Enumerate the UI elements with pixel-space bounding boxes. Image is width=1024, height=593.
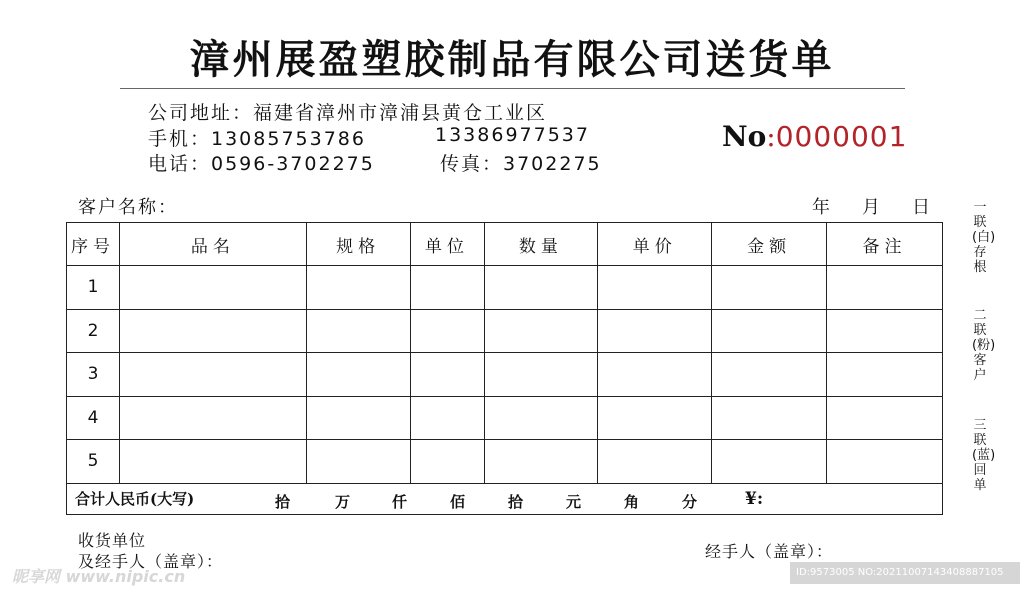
delivery-table xyxy=(66,222,943,515)
unit-shi-2: 拾 xyxy=(508,493,524,511)
unit-yuan: 元 xyxy=(566,493,582,511)
cell-price[interactable] xyxy=(598,266,712,310)
cell-unit[interactable] xyxy=(410,440,484,484)
document-number-value: 0000001 xyxy=(775,120,908,153)
cell-remarks[interactable] xyxy=(827,440,943,484)
header-index: 序号 xyxy=(67,223,120,266)
header-amount: 金额 xyxy=(712,223,827,266)
cell-unit[interactable] xyxy=(410,266,484,310)
unit-shi: 拾 xyxy=(275,493,291,511)
table-header-row xyxy=(67,223,943,266)
cell-product[interactable] xyxy=(119,353,306,397)
row-index: 2 xyxy=(67,309,120,353)
date-day: 日 xyxy=(912,197,930,218)
table-row xyxy=(67,309,943,353)
document-title: 漳州展盈塑胶制品有限公司送货单 xyxy=(189,36,835,83)
copy-label-pink: 二联(粉)客户 xyxy=(972,308,996,383)
cell-product[interactable] xyxy=(119,440,306,484)
header-unit: 单位 xyxy=(410,223,484,266)
cell-product[interactable] xyxy=(119,266,306,310)
header-product: 品名 xyxy=(119,223,306,266)
cell-unit[interactable] xyxy=(410,353,484,397)
header-price: 单价 xyxy=(598,223,712,266)
unit-qian: 仟 xyxy=(392,493,408,511)
table-row xyxy=(67,266,943,310)
table-row xyxy=(67,440,943,484)
total-cell xyxy=(67,483,943,514)
table-row xyxy=(67,353,943,397)
receiver-label-line1: 收货单位 xyxy=(78,531,147,550)
cell-amount[interactable] xyxy=(712,396,827,440)
company-fax: 传真：3702275 xyxy=(440,153,602,175)
company-phone: 电话：0596-3702275 xyxy=(148,153,375,175)
document-number-colon: : xyxy=(766,120,776,153)
cell-price[interactable] xyxy=(598,440,712,484)
cell-price[interactable] xyxy=(598,353,712,397)
cell-product[interactable] xyxy=(119,396,306,440)
customer-name-label: 客户名称： xyxy=(78,197,178,218)
cell-unit[interactable] xyxy=(410,396,484,440)
company-mobile-2: 13386977537 xyxy=(435,124,590,146)
watermark-logo: 昵享网 www.nipic.cn xyxy=(12,567,186,586)
cell-quantity[interactable] xyxy=(484,440,598,484)
yen-amount-label: ¥: xyxy=(745,489,764,509)
unit-bai: 佰 xyxy=(450,493,466,511)
cell-remarks[interactable] xyxy=(827,309,943,353)
company-mobile-1: 手机：13085753786 xyxy=(148,128,366,150)
cell-spec[interactable] xyxy=(306,309,410,353)
title-underline xyxy=(120,88,905,89)
row-index: 3 xyxy=(67,353,120,397)
handler-label: 经手人（盖章）： xyxy=(705,542,834,561)
cell-spec[interactable] xyxy=(306,266,410,310)
cell-product[interactable] xyxy=(119,309,306,353)
row-index: 4 xyxy=(67,396,120,440)
row-index: 1 xyxy=(67,266,120,310)
cell-price[interactable] xyxy=(598,309,712,353)
table-row xyxy=(67,396,943,440)
header-spec: 规格 xyxy=(306,223,410,266)
header-quantity: 数量 xyxy=(484,223,598,266)
cell-unit[interactable] xyxy=(410,309,484,353)
cell-remarks[interactable] xyxy=(827,266,943,310)
unit-wan: 万 xyxy=(335,493,351,511)
total-row xyxy=(67,483,943,514)
cell-quantity[interactable] xyxy=(484,266,598,310)
company-address: 公司地址：福建省漳州市漳浦县黄仓工业区 xyxy=(148,102,548,124)
row-index: 5 xyxy=(67,440,120,484)
cell-spec[interactable] xyxy=(306,440,410,484)
unit-fen: 分 xyxy=(682,493,698,511)
cell-price[interactable] xyxy=(598,396,712,440)
cell-amount[interactable] xyxy=(712,353,827,397)
copy-label-blue: 三联(蓝)回单 xyxy=(972,418,996,493)
cell-amount[interactable] xyxy=(712,309,827,353)
cell-quantity[interactable] xyxy=(484,309,598,353)
cell-amount[interactable] xyxy=(712,440,827,484)
watermark-id: ID:9573005 NO:20211007143408887105 xyxy=(790,562,1020,584)
cell-quantity[interactable] xyxy=(484,396,598,440)
cell-spec[interactable] xyxy=(306,353,410,397)
header-remarks: 备注 xyxy=(827,223,943,266)
cell-remarks[interactable] xyxy=(827,353,943,397)
unit-jiao: 角 xyxy=(624,493,640,511)
document-number-prefix: No xyxy=(722,120,767,153)
copy-label-white: 一联(白)存根 xyxy=(972,200,996,275)
cell-spec[interactable] xyxy=(306,396,410,440)
cell-quantity[interactable] xyxy=(484,353,598,397)
cell-remarks[interactable] xyxy=(827,396,943,440)
total-label: 合计人民币(大写) xyxy=(75,490,195,508)
document-number xyxy=(722,120,907,153)
date-year: 年 xyxy=(812,197,830,218)
receiver-label-line2: 及经手人（盖章）： xyxy=(78,552,224,571)
date-month: 月 xyxy=(862,197,880,218)
cell-amount[interactable] xyxy=(712,266,827,310)
